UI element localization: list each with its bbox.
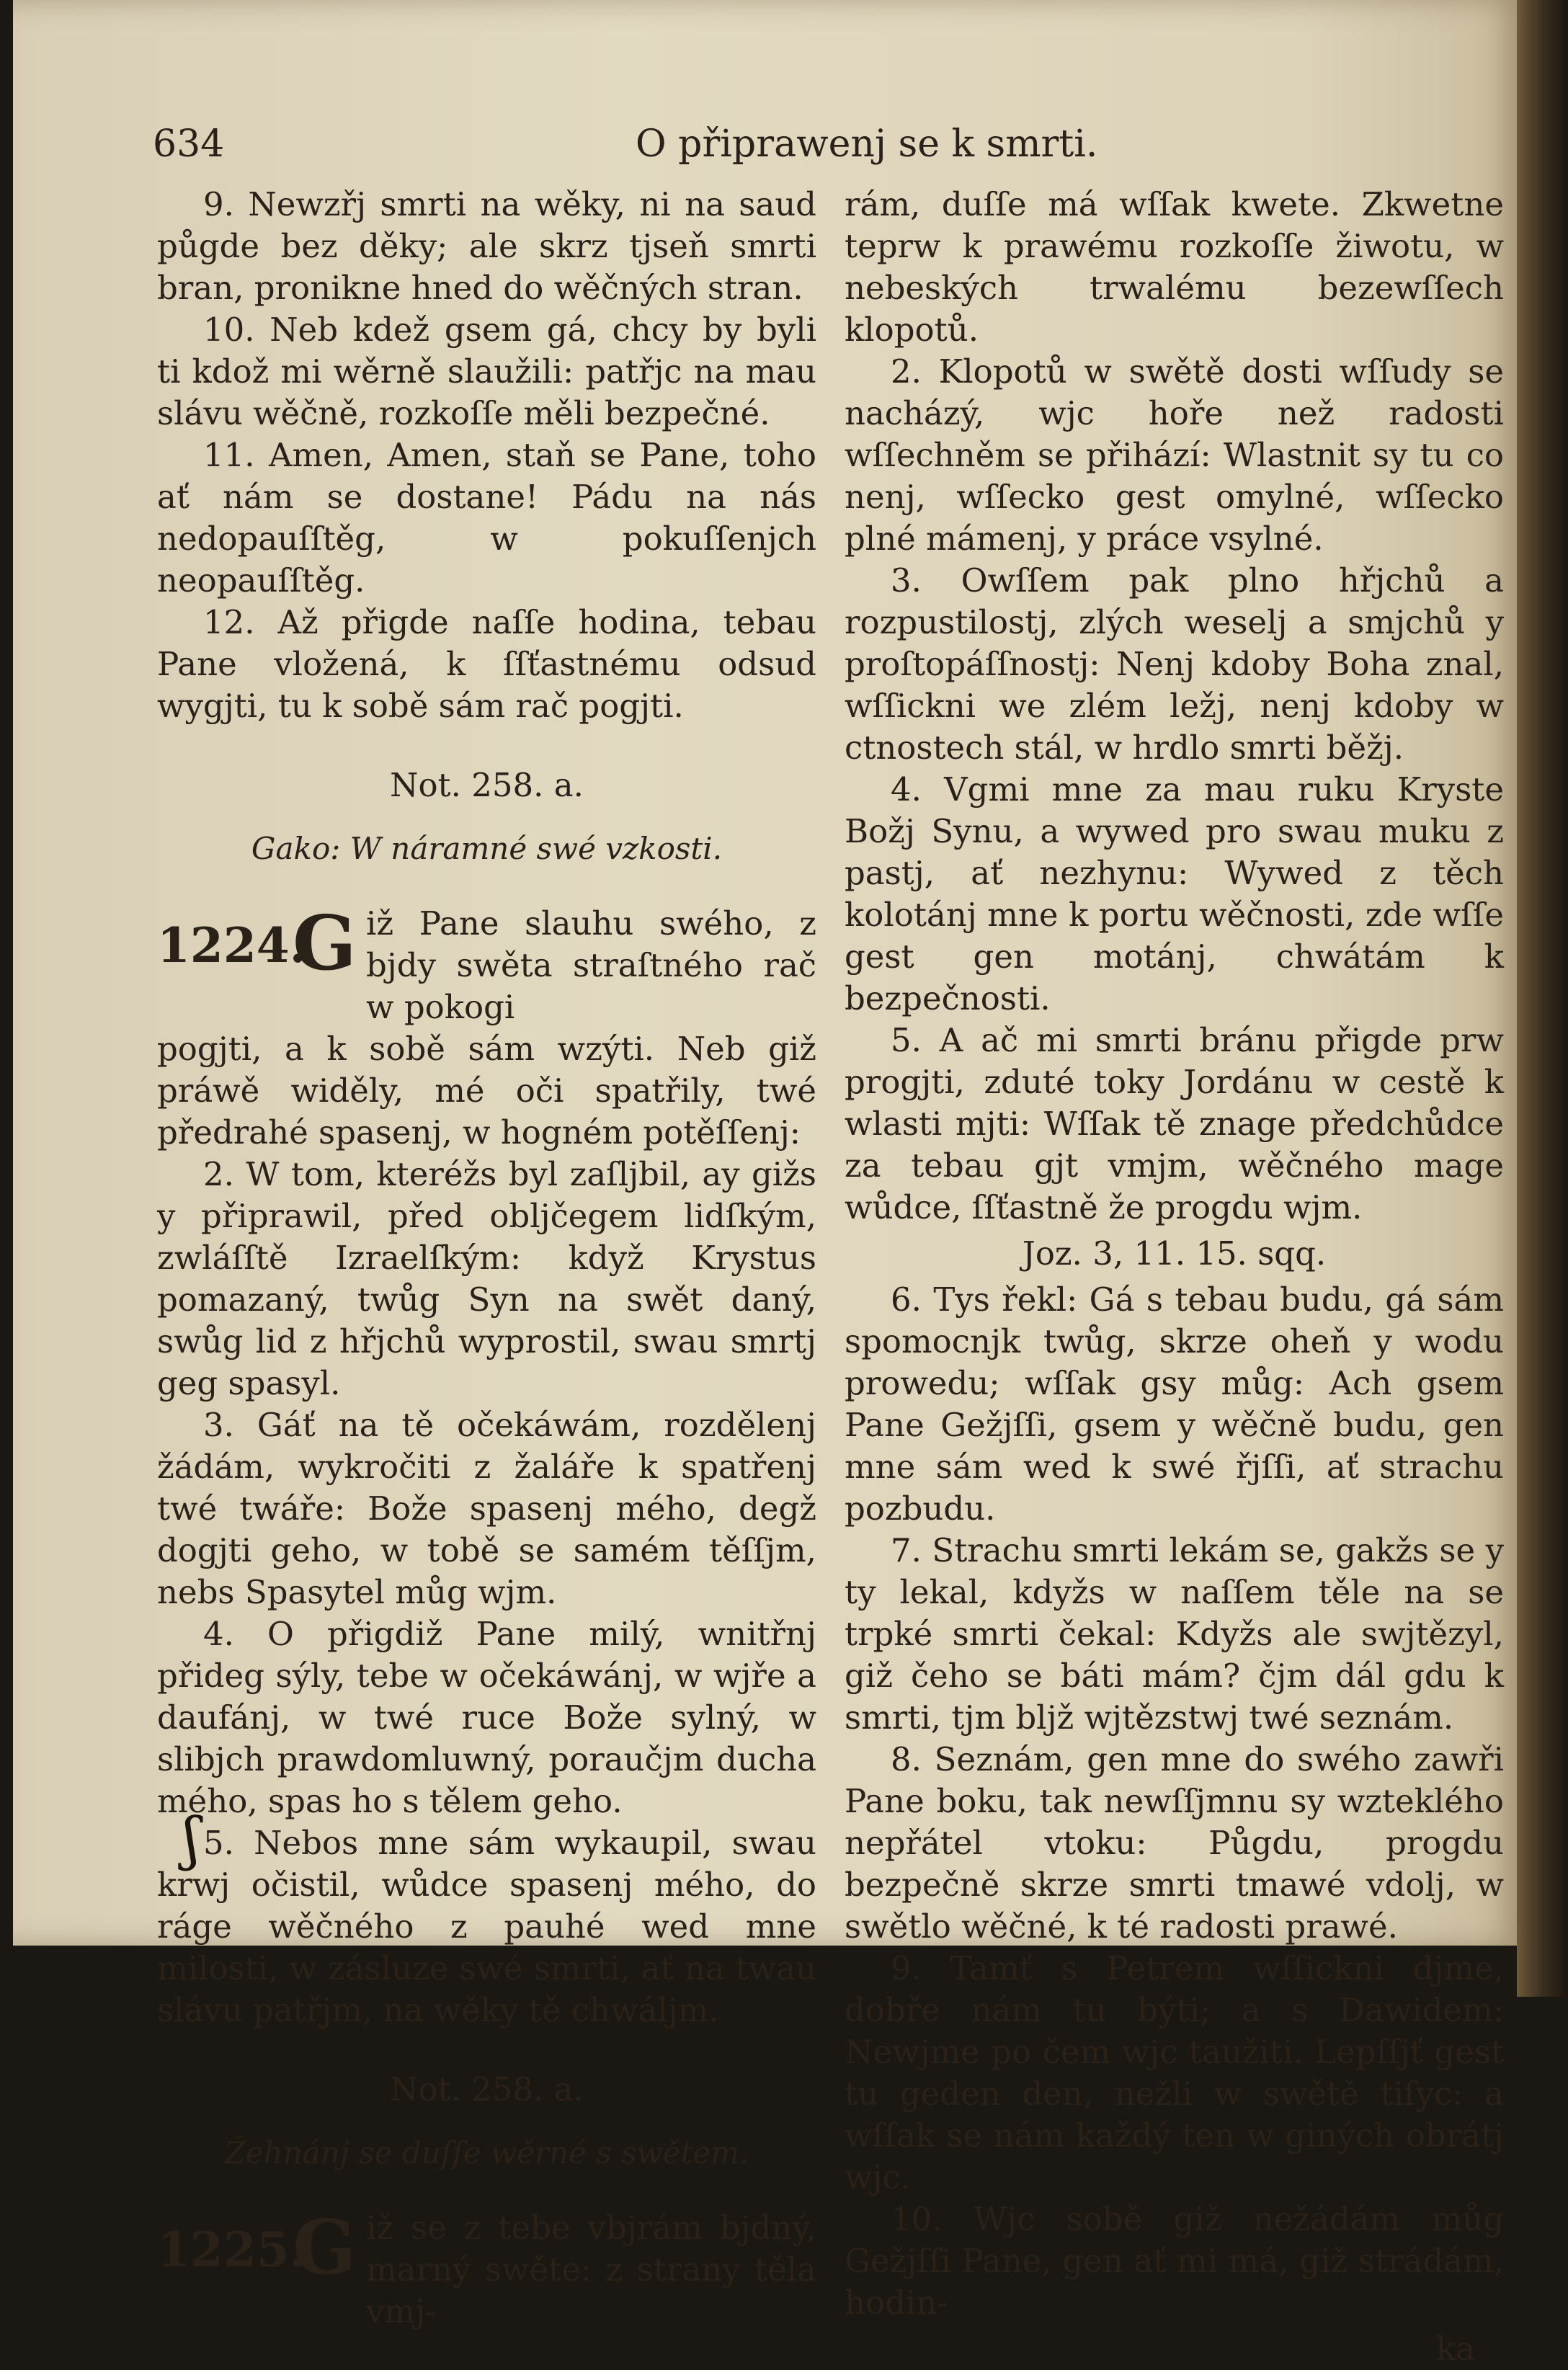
stanza: 4. O přigdiž Pane milý, wnitřnj přideg sýly, tebe w očekáwánj, w wjře a daufánj, w twé ruce Bože sylný, w slibjch prawdomluwný, poraučjm ducha mého, spas ho s tělem geho. xyxy=(157,1615,816,1820)
hymn-1225 xyxy=(157,2203,816,2333)
stanza: 6. Tys řekl: Gá s tebau budu, gá sám spomocnjk twůg, skrze oheň y wodu prowedu; wſſak gsy můg: Ach gsem Pane Gežjſſi, gsem y wěčně budu, gen mne sám wed k swé řjſſi, ať strachu pozbudu. xyxy=(845,1280,1504,1528)
stanza: 5. Nebos mne sám wykaupil, swau krwj očistil, wůdce spasenj mého, do ráge wěčného z pauhé wed mne milosti, w zásluze swé smrti, ať na twau slávu patřjm, na wěky tě chwáljm. xyxy=(157,1824,816,2029)
stanza: rám, duſſe má wſſak kwete. Zkwetne teprw k prawému rozkoſſe žiwotu, w nebeských trwalému bezewſſech klopotů. xyxy=(845,185,1504,349)
stanza: 9. Tamť s Petrem wſſickni djme, dobře nám tu býti; a s Dawidem: Newjme po čem wjc taužiti. Lepſſjť gest tu geden den, nežli w swětě tiſyc: a wſſak se nám každý ten w giných obrátj wjc. xyxy=(845,1949,1504,2196)
stanza: 10. Wjc sobě giž nežádám můg Gežjſſi Pane, gen ať mi má, giž strádám, hodin- xyxy=(845,2200,1504,2322)
hymn-first-line: iž Pane slauhu swého, z bjdy swěta straſtného rač w pokogi xyxy=(366,904,816,1026)
tune-heading: Žehnánj se duſſe wěrné s swětem. xyxy=(224,2135,749,2170)
drop-capital: G xyxy=(293,899,357,987)
stanza: 11. Amen, Amen, staň se Pane, toho ať nám se dostane! Pádu na nás nedopauſſtěg, w pokuſſenjch neopauſſtěg. xyxy=(157,436,816,600)
melody-note: Not. 258. a. xyxy=(390,2070,584,2108)
stanza: 5. A ač mi smrti bránu přigde prw progjti, zduté toky Jordánu w cestě k wlasti mjti: Wſſak tě znage předchůdce za tebau gjt vmjm, wěčného mage wůdce, ſſťastně že progdu wjm. xyxy=(845,1021,1504,1226)
page-number: 634 xyxy=(153,122,225,166)
catchword: ka xyxy=(1435,2330,1475,2368)
hymn-1224 xyxy=(157,899,816,1154)
stanza: 2. Klopotů w swětě dosti wſſudy se nacházý, wjc hoře než radosti wſſechněm se přihází: Wlastnit sy tu co nenj, wſſecko gest omylné, wſſecko plné mámenj, y práce vsylné. xyxy=(845,352,1504,558)
hymn-first-line: iž se z tebe vbjrám bjdný, marný swěte: z strany těla vmj- xyxy=(366,2209,816,2330)
stanza: 7. Strachu smrti lekám se, gakžs se y ty lekal, kdyžs w naſſem těle na se trpké smrti čekal: Kdyžs ale swjtězyl, giž čeho se báti mám? čjm dál gdu k smrti, tjm bljž wjtězstwj twé seznám. xyxy=(845,1531,1504,1737)
right-column xyxy=(845,184,1504,2370)
drop-capital: G xyxy=(293,2203,357,2291)
stanza: 4. Vgmi mne za mau ruku Kryste Božj Synu, a wywed pro swau muku z pastj, ať nezhynu: Wywed z těch kolotánj mne k portu wěčnosti, zde wſſe gest gen motánj, chwátám k bezpečnosti. xyxy=(845,770,1504,1017)
hymn-number: 1224. xyxy=(157,917,306,974)
page-edge xyxy=(1517,0,1568,1997)
stanza: 3. Gáť na tě očekáwám, rozdělenj žádám, wykročiti z žaláře k spatřenj twé twáře: Bože spasenj mého, degž dogjti geho, w tobě se samém těſſjm, nebs Spasytel můg wjm. xyxy=(157,1406,816,1611)
stanza: 9. Newzřj smrti na wěky, ni na saud půgde bez děky; ale skrz tjseň smrti bran, pronikne hned do wěčných stran. xyxy=(157,185,816,307)
stanza: 8. Seznám, gen mne do swého zawři Pane boku, tak newſſjmnu sy wzteklého nepřátel vtoku: Půgdu, progdu bezpečně skrze smrti tmawé vdolj, w swětlo wěčné, k té radosti prawé. xyxy=(845,1740,1504,1946)
scripture-reference: Joz. 3, 11. 15. sqq. xyxy=(1022,1234,1327,1273)
ink-flourish-icon: ʃ xyxy=(184,1805,200,1872)
hymn-text: pogjti, a k sobě sám wzýti. Neb giž práwě widěly, mé oči spatřily, twé předrahé spasenj, w hogném potěſſenj: xyxy=(157,1030,816,1151)
melody-note: Not. 258. a. xyxy=(390,766,584,804)
left-column xyxy=(157,184,816,2333)
page-header xyxy=(138,115,1507,180)
stanza: 10. Neb kdež gsem gá, chcy by byli ti kdož mi wěrně slaužili: patřjc na mau slávu wěčně, rozkoſſe měli bezpečné. xyxy=(157,311,816,432)
stanza: 2. W tom, kteréžs byl zaſljbil, ay gižs y připrawil, před obljčegem lidſkým, zwláſſtě Izraelſkým: když Krystus pomazaný, twůg Syn na swět daný, swůg lid z hřjchů wyprostil, swau smrtj geg spasyl. xyxy=(157,1155,816,1402)
running-title: O připrawenj se k smrti. xyxy=(636,122,1098,166)
stanza: 3. Owſſem pak plno hřjchů a rozpustilostj, zlých weselj a smjchů y proſtopáſſnostj: Nenj kdoby Boha znal, wſſickni we zlém ležj, nenj kdoby w ctnostech stál, w hrdlo smrti běžj. xyxy=(845,561,1504,767)
stanza: 12. Až přigde naſſe hodina, tebau Pane vložená, k ſſťastnému odsud wygjti, tu k sobě sám rač pogjti. xyxy=(157,603,816,725)
tune-heading: Gako: W náramné swé vzkosti. xyxy=(251,831,723,866)
hymn-number: 1225. xyxy=(157,2222,306,2278)
